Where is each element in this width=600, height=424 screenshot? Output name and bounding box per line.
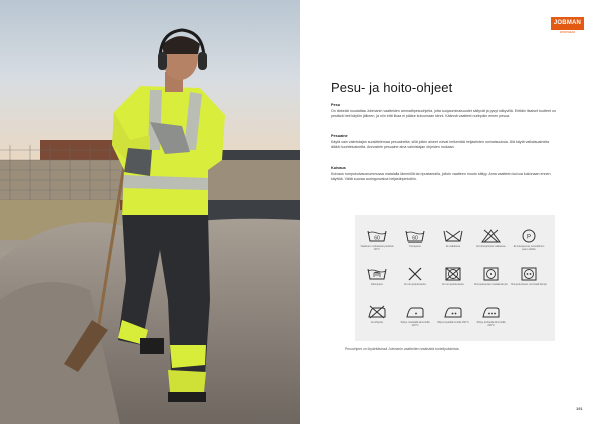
section-heading: Kuivaus	[331, 166, 346, 170]
care-symbol: Silitys keskilämmöllä 150°C	[435, 305, 471, 324]
care-symbol: Ei silitystä	[359, 305, 395, 324]
section-heading: Pesuaine	[331, 134, 348, 138]
tumble-dry-low-icon	[481, 267, 501, 281]
care-symbol: P Ei kuivapesua, kemiallinen pesu sallittu	[511, 229, 547, 252]
svg-text:P: P	[526, 234, 532, 241]
no-iron-icon	[367, 305, 387, 319]
svg-text:60: 60	[374, 235, 380, 242]
svg-text:60: 60	[412, 235, 418, 242]
care-symbol: Ei klooripitoista valkaisua	[473, 229, 509, 248]
care-footnote: Pesuohjeet on löydettävissä Jobmanin vaatteiden sisäisistä tuotelipukkeista.	[345, 347, 460, 351]
brand-logo-sub: WORKWEAR	[559, 31, 576, 34]
care-symbol: Rumpukuivaus matala lämpö	[473, 267, 509, 286]
care-symbol: 60 Konepesu	[397, 229, 433, 248]
wash-60-icon	[405, 229, 425, 243]
wash-60-icon	[367, 229, 387, 243]
care-symbol: Käsinpesu	[359, 267, 395, 286]
no-bleach-cross-icon	[481, 229, 501, 243]
page-number: 191	[576, 406, 583, 411]
care-symbol: Silitys korkealla lämmöllä 200°C	[473, 305, 509, 328]
no-bleach-icon	[443, 229, 463, 243]
care-symbol: 60 Vaatteen mukaisesti pestävä 60°C	[359, 229, 395, 252]
section-drying	[331, 166, 557, 182]
section-heading: Pesu	[331, 103, 341, 107]
iron-low-icon	[405, 305, 425, 319]
brand-logo: JOBMAN	[551, 17, 584, 30]
care-symbol: Silitys matalalla lämmöllä 110°C	[397, 305, 433, 328]
section-detergent	[331, 134, 557, 150]
iron-high-icon	[481, 305, 501, 319]
section-body: On tärkeää noudattaa Jobmanin vaatteiden ammattipesuohjeita, jotta suojaominaisuudet säilyvät ja pysyt näkyvillä. Erittäin likaiset tuotteet on pestävä heti käytön jälkeen, ja niin että likaa ei pääse kuivumaan kiinni. Käännä vaatteet nurinpäin ennen pesua.	[331, 108, 556, 118]
care-symbol: Ei rumpukuivausta	[435, 267, 471, 286]
no-tumble-icon	[405, 267, 425, 281]
care-symbol: Ei valkaisua	[435, 229, 471, 248]
dry-clean-p-icon	[519, 229, 539, 243]
tumble-dry-no-icon	[443, 267, 463, 281]
care-symbol: Ei rumpukuivausta	[397, 267, 433, 286]
hand-wash-icon	[367, 267, 387, 281]
page-title: Pesu- ja hoito-ohjeet	[331, 80, 453, 95]
care-symbols-panel	[355, 215, 555, 341]
section-wash	[331, 103, 557, 119]
section-body: Kuivaus rumpukuivausrummussa matalalla lämmöllä tai ripustamalla, jolloin vaatteen muoto säilyy. Anna vaatteen kuivua kokonaan ennen käyttöä. Vältä suoraa auringonvaloa heijastinpintoihin.	[331, 171, 551, 181]
iron-medium-icon	[443, 305, 463, 319]
care-symbol: Rumpukuivaus normaali lämpö	[511, 267, 547, 286]
section-body: Käytä vain valmistajan suosittelemaa pesuainetta, sillä jotkin aineet voivat heikentää heijastinten ominaisuuksia. Älä käytä valkaisuaineita äläkä huuhteluainetta. Annostele pesuaine aina valmistajan ohjeiden mukaan.	[331, 139, 550, 149]
tumble-dry-normal-icon	[519, 267, 539, 281]
